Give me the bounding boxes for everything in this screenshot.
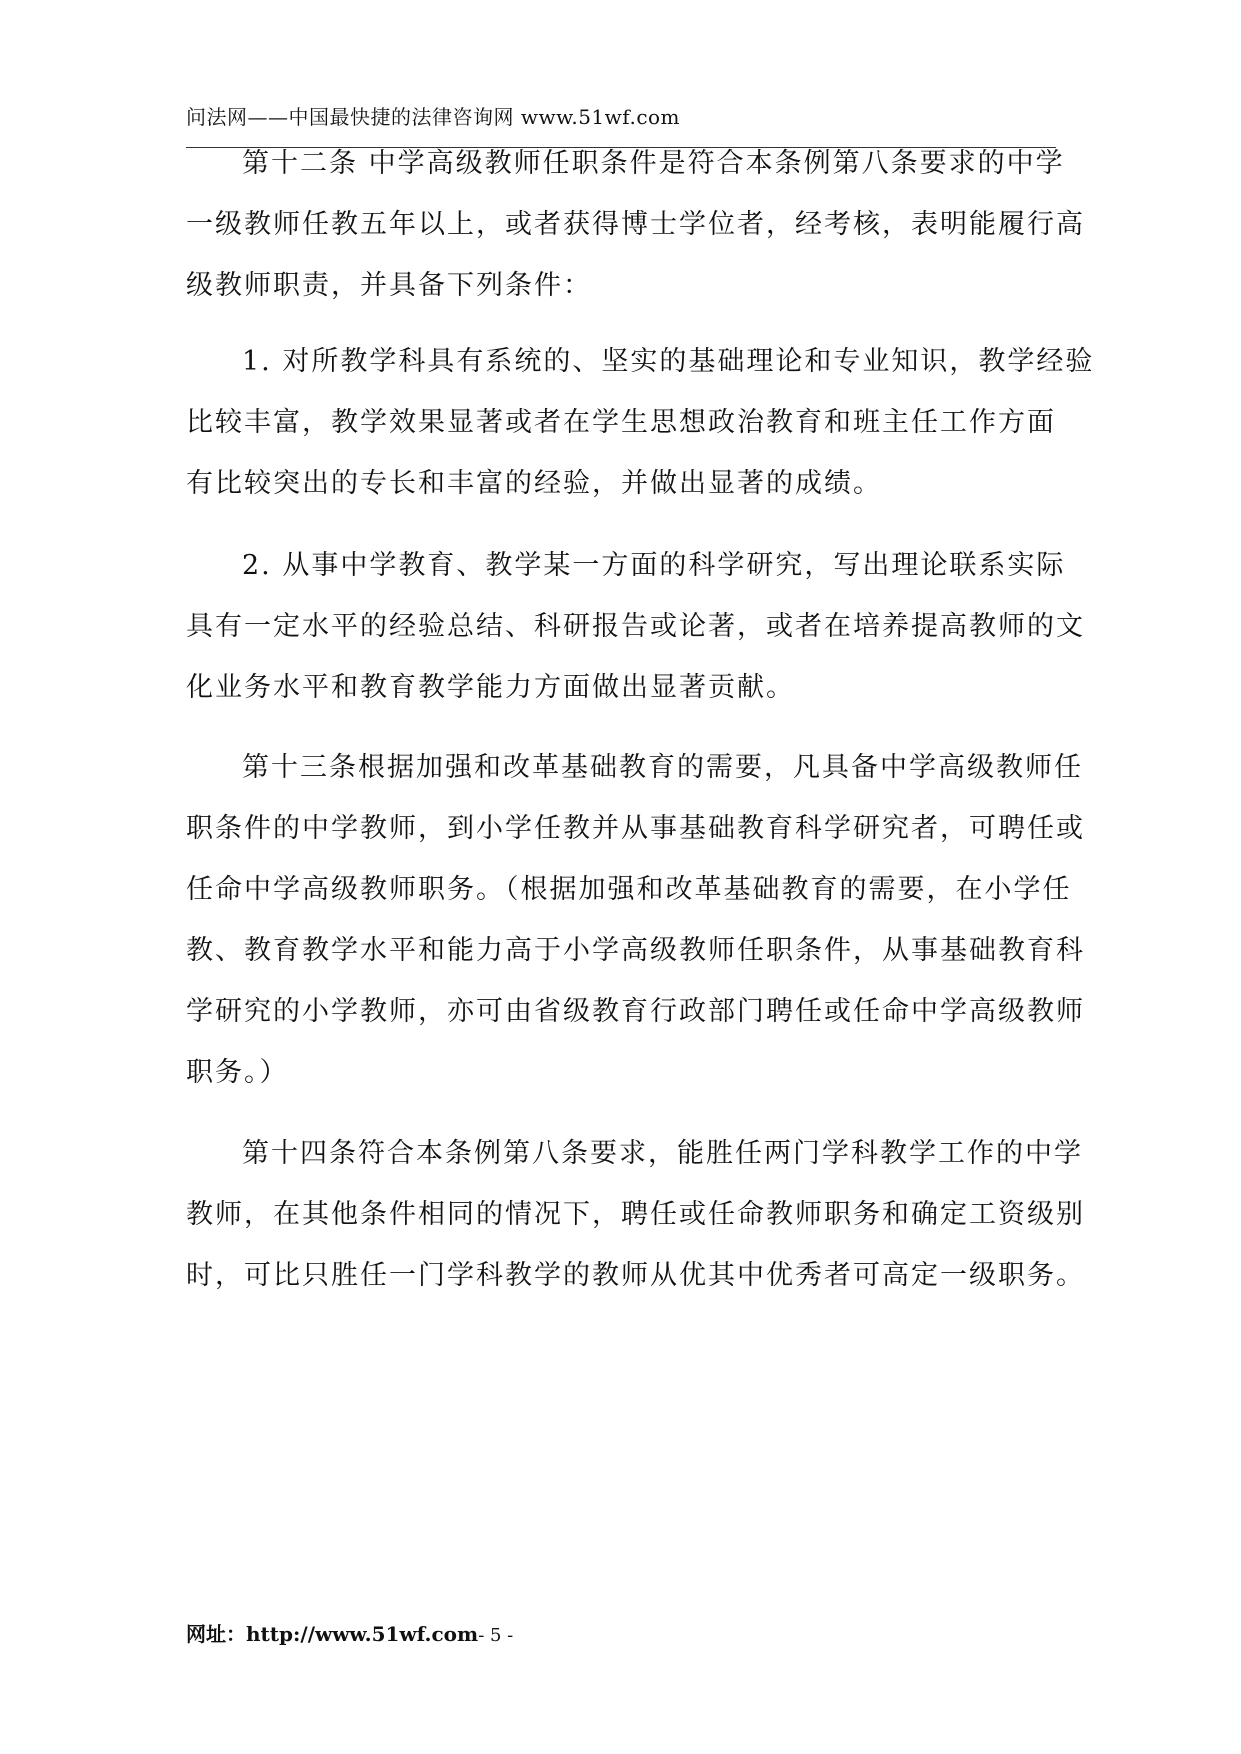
page-number: - 5 - (478, 1625, 514, 1646)
paragraph-article-13 (186, 737, 1085, 1103)
paragraph-line: 第十四条符合本条例第八条要求，能胜任两门学科教学工作的中学 (242, 1138, 1083, 1169)
paragraph-line: 任命中学高级教师职务。（根据加强和改革基础教育的需要，在小学任 (186, 874, 1072, 905)
paragraph-line: 1. 对所教学科具有系统的、坚实的基础理论和专业知识，教学经验 (242, 346, 1095, 377)
page-header: 问法网——中国最快捷的法律咨询网 www.51wf.com (186, 105, 681, 129)
paragraph-line: 一级教师任教五年以上，或者获得博士学位者，经考核，表明能履行高 (186, 209, 1085, 240)
paragraph-line: 教师，在其他条件相同的情况下，聘任或任命教师职务和确定工资级别 (186, 1199, 1085, 1230)
paragraph-line: 第十二条 中学高级教师任职条件是符合本条例第八条要求的中学 (242, 148, 1065, 179)
page-footer (186, 1620, 513, 1650)
paragraph-line: 化业务水平和教育教学能力方面做出显著贡献。 (186, 672, 795, 703)
paragraph-line: 具有一定水平的经验总结、科研报告或论著，或者在培养提高教师的文 (186, 611, 1085, 642)
footer-url: 网址：http://www.51wf.com (186, 1622, 479, 1646)
paragraph-condition-2 (186, 535, 1085, 718)
paragraph-line: 2. 从事中学教育、教学某一方面的科学研究，写出理论联系实际 (242, 550, 1066, 581)
paragraph-line: 学研究的小学教师，亦可由省级教育行政部门聘任或任命中学高级教师 (186, 996, 1085, 1027)
paragraph-article-12 (186, 133, 1085, 316)
paragraph-line: 教、教育教学水平和能力高于小学高级教师任职条件，从事基础教育科 (186, 935, 1085, 966)
paragraph-line: 比较丰富，教学效果显著或者在学生思想政治教育和班主任工作方面 (186, 407, 1056, 438)
paragraph-line: 职条件的中学教师，到小学任教并从事基础教育科学研究者，可聘任或 (186, 813, 1085, 844)
paragraph-line: 第十三条根据加强和改革基础教育的需要，凡具备中学高级教师任 (242, 752, 1083, 783)
paragraph-condition-1 (186, 331, 1095, 514)
paragraph-line: 时，可比只胜任一门学科教学的教师从优其中优秀者可高定一级职务。 (186, 1260, 1085, 1291)
paragraph-line: 有比较突出的专长和丰富的经验，并做出显著的成绩。 (186, 468, 882, 499)
paragraph-line: 职务。） (186, 1057, 289, 1088)
paragraph-article-14 (186, 1123, 1085, 1306)
paragraph-line: 级教师职责，并具备下列条件： (186, 270, 592, 301)
